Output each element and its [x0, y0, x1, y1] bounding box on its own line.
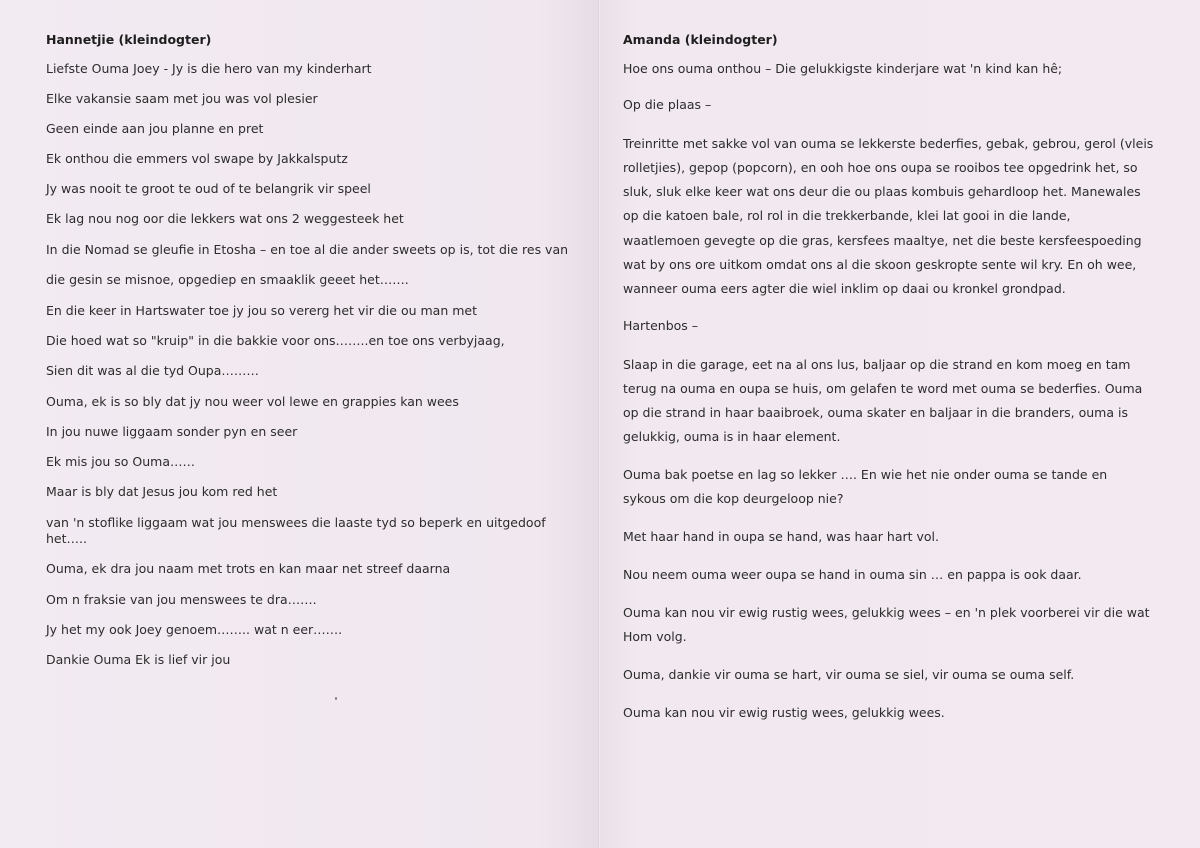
right-line-1: Hoe ons ouma onthou – Die gelukkigste kinderjare wat 'n kind kan hê;: [623, 61, 1063, 76]
right-line-17: Met haar hand in oupa se hand, was haar hart vol.: [623, 529, 939, 544]
right-line-18: Nou neem ouma weer oupa se hand in ouma sin … en pappa is ook daar.: [623, 567, 1082, 582]
left-line-17: het…..: [46, 531, 87, 546]
right-line-12: terug na ouma en oupa se huis, om gelafen te word met ouma se bederfies. Ouma: [623, 381, 1143, 396]
left-line-11: Sien dit was al die tyd Oupa………: [46, 363, 259, 378]
left-line-8: die gesin se misnoe, opgediep en smaaklik geeet het…….: [46, 272, 409, 287]
left-line-15: Maar is bly dat Jesus jou kom red het: [46, 484, 278, 499]
left-line-4: Ek onthou die emmers vol swape by Jakkalsputz: [46, 151, 348, 166]
right-line-20: Hom volg.: [623, 629, 687, 644]
left-line-14: Ek mis jou so Ouma……: [46, 454, 195, 469]
left-line-2: Elke vakansie saam met jou was vol plesier: [46, 91, 318, 106]
left-line-9: En die keer in Hartswater toe jy jou so vererg het vir die ou man met: [46, 303, 477, 318]
left-line-20: Jy het my ook Joey genoem…….. wat n eer…….: [46, 622, 343, 637]
right-line-19: Ouma kan nou vir ewig rustig wees, gelukkig wees – en 'n plek voorberei vir die wat: [623, 605, 1150, 620]
right-page: [600, 0, 1200, 848]
right-line-4: rolletjies), gepop (popcorn), en ooh hoe ons oupa se rooibos tee opgedrink het, so: [623, 160, 1138, 175]
right-line-2: Op die plaas –: [623, 97, 712, 112]
left-line-6: Ek lag nou nog oor die lekkers wat ons 2 weggesteek het: [46, 211, 404, 226]
left-line-18: Ouma, ek dra jou naam met trots en kan maar net streef daarna: [46, 561, 451, 576]
left-line-10: Die hoed wat so "kruip" in die bakkie voor ons……..en toe ons verbyjaag,: [46, 333, 505, 348]
right-line-9: wanneer ouma eers agter die wiel inklim op daai ou kronkel grondpad.: [623, 281, 1066, 296]
right-line-3: Treinritte met sakke vol van ouma se lekkerste bederfies, gebak, gebrou, gerol (vleis: [623, 136, 1154, 151]
left-line-5: Jy was nooit te groot te oud of te belangrik vir speel: [46, 181, 371, 196]
right-line-10: Hartenbos –: [623, 318, 699, 333]
left-line-19: Om n fraksie van jou menswees te dra…….: [46, 592, 317, 607]
left-line-1: Liefste Ouma Joey - Jy is die hero van my kinderhart: [46, 61, 372, 76]
right-line-11: Slaap in die garage, eet na al ons lus, baljaar op die strand en kom moeg en tam: [623, 357, 1131, 372]
left-line-21: Dankie Ouma Ek is lief vir jou: [46, 652, 231, 667]
right-line-6: op die katoen bale, rol rol in die trekkerbande, klei lat gooi in die lande,: [623, 208, 1071, 223]
right-line-13: op die strand in haar baaibroek, ouma skater en baljaar in die branders, ouma is: [623, 405, 1128, 420]
right-line-22: Ouma kan nou vir ewig rustig wees, gelukkig wees.: [623, 705, 945, 720]
right-page-heading: Amanda (kleindogter): [623, 32, 778, 47]
left-line-7: In die Nomad se gleufie in Etosha – en toe al die ander sweets op is, tot die res van: [46, 242, 569, 257]
right-line-15: Ouma bak poetse en lag so lekker …. En wie het nie onder ouma se tande en: [623, 467, 1108, 482]
left-line-13: In jou nuwe liggaam sonder pyn en seer: [46, 424, 298, 439]
right-line-21: Ouma, dankie vir ouma se hart, vir ouma se siel, vir ouma se ouma self.: [623, 667, 1075, 682]
left-line-12: Ouma, ek is so bly dat jy nou weer vol lewe en grappies kan wees: [46, 394, 459, 409]
right-line-7: waatlemoen gevegte op die gras, kersfees maaltye, net die beste kersfeespoeding: [623, 233, 1142, 248]
left-line-3: Geen einde aan jou planne en pret: [46, 121, 264, 136]
left-page-heading: Hannetjie (kleindogter): [46, 32, 212, 47]
right-line-8: wat by ons ore uitkom omdat ons al die skoon geskropte sente wil kry. En oh wee,: [623, 257, 1137, 272]
right-line-5: sluk, sluk elke keer wat ons deur die ou plaas kombuis gehardloop het. Manewales: [623, 184, 1141, 199]
right-line-16: sykous om die kop deurgeloop nie?: [623, 491, 844, 506]
right-line-14: gelukkig, ouma is in haar element.: [623, 429, 841, 444]
left-line-16: van 'n stoflike liggaam wat jou menswees die laaste tyd so beperk en uitgedoof: [46, 515, 546, 530]
paper-speck: [335, 697, 337, 700]
